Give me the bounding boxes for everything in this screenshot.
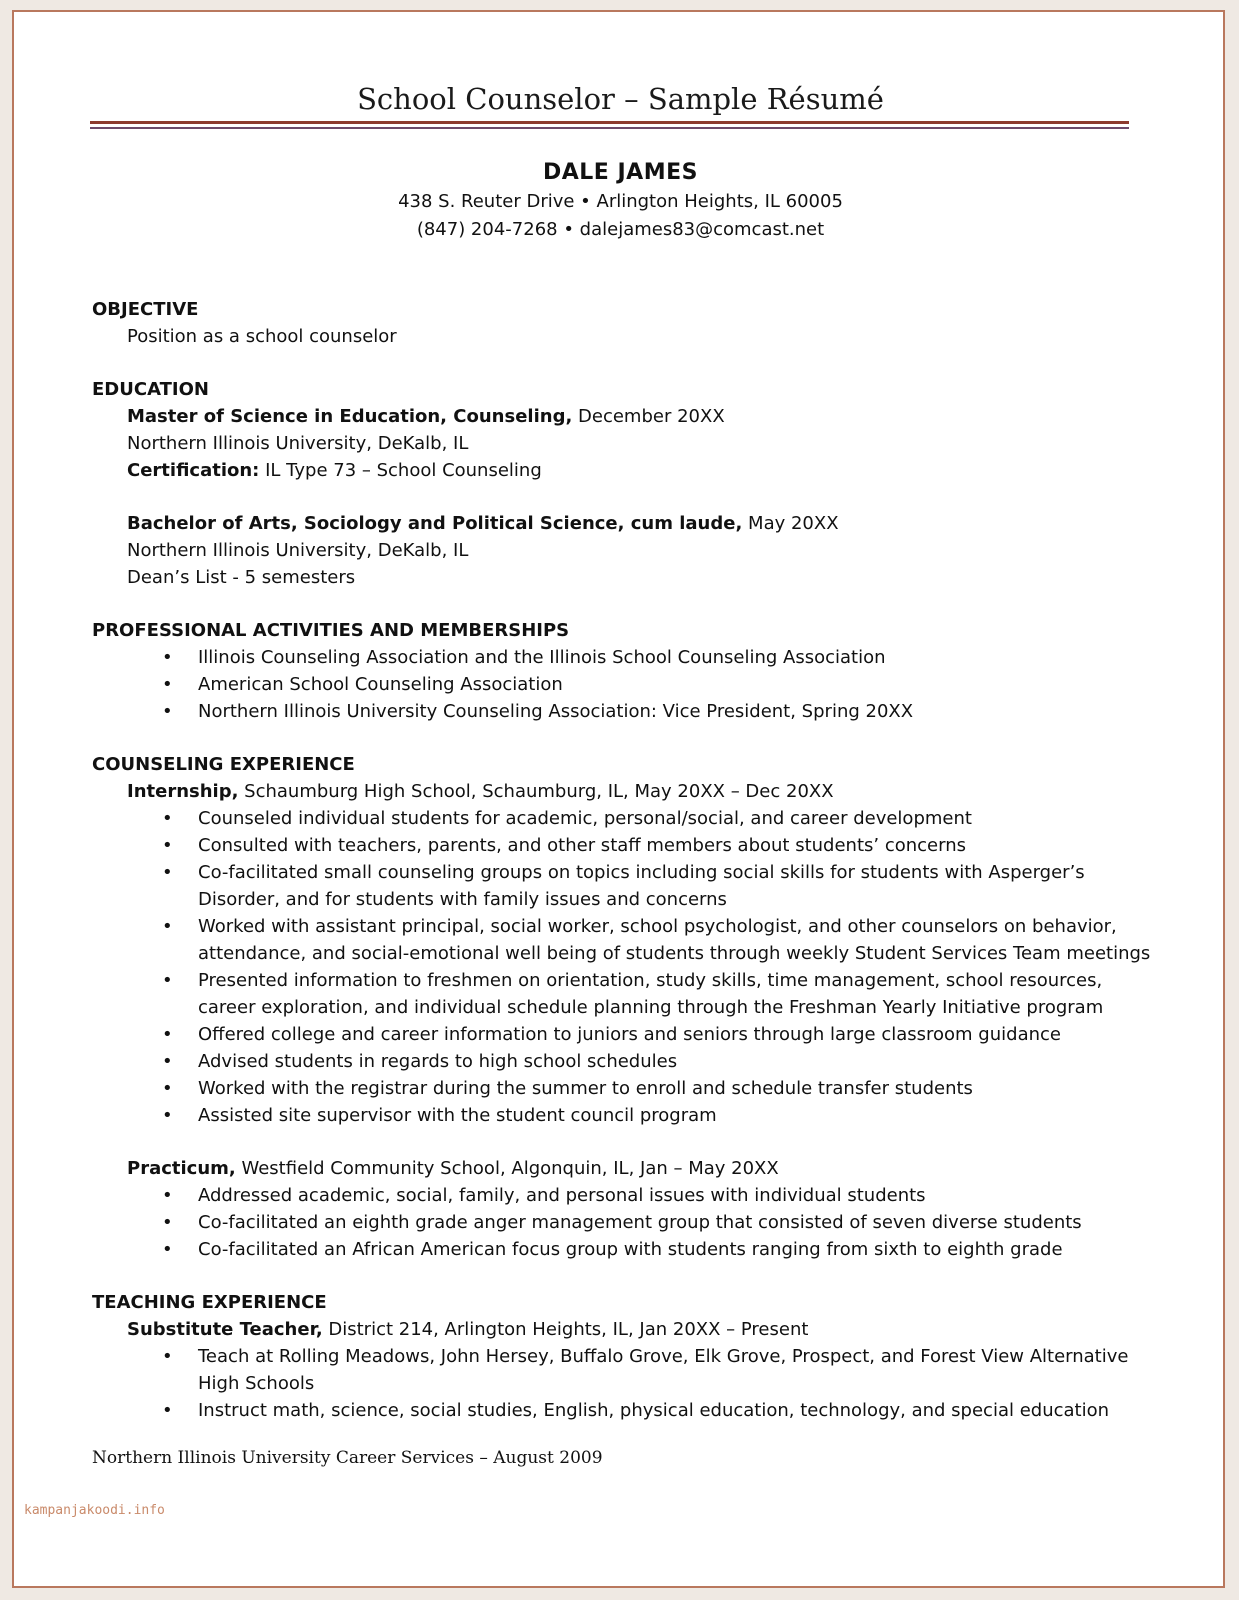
resume-body [92,296,1152,1424]
internship-list [92,805,1152,1129]
list-item: • American School Counseling Association [92,671,1152,698]
list-item: • Consulted with teachers, parents, and other staff members about students’ concerns [92,832,1152,859]
list-item: • Co-facilitated an eighth grade anger management group that consisted of seven diverse students [92,1209,1152,1236]
bullet-icon: • [162,1346,173,1367]
title-divider-bottom [90,127,1129,129]
role-details: Schaumburg High School, Schaumburg, IL, May 20XX – Dec 20XX [238,781,834,802]
education-section [92,376,1152,591]
role-details: Westfield Community School, Algonquin, IL, Jan – May 20XX [235,1158,779,1179]
role-title: Internship, [127,781,239,802]
degree-title: Master of Science in Education, Counseling, [127,406,573,427]
candidate-name: DALE JAMES [543,160,698,185]
footer-text: Northern Illinois University Career Services – August 2009 [92,1448,603,1468]
bullet-icon: • [162,970,173,991]
activities-list [92,644,1152,725]
list-item: • Assisted site supervisor with the student council program [92,1102,1152,1129]
bullet-icon: • [162,1051,173,1072]
degree-line [92,403,1152,430]
watermark: kampanjakoodi.info [24,1503,165,1518]
role-details: District 214, Arlington Heights, IL, Jan 20XX – Present [322,1319,809,1340]
degree-line [92,510,1152,537]
degree-date: December 20XX [572,406,725,427]
certification-text: IL Type 73 – School Counseling [259,460,542,481]
list-item: • Co-facilitated an African American focus group with students ranging from sixth to eighth grade [92,1236,1152,1263]
list-item: • Addressed academic, social, family, and personal issues with individual students [92,1182,1152,1209]
bullet-icon: • [162,1105,173,1126]
title-divider-top [90,121,1129,124]
objective-section [92,296,1152,350]
section-heading: PROFESSIONAL ACTIVITIES AND MEMBERSHIPS [92,620,570,641]
list-item: • Worked with the registrar during the summer to enroll and schedule transfer students [92,1075,1152,1102]
school-line: Northern Illinois University, DeKalb, IL [127,540,469,561]
list-item: • Northern Illinois University Counseling Association: Vice President, Spring 20XX [92,698,1152,725]
section-heading: EDUCATION [92,379,209,400]
contact-line: (847) 204-7268 • dalejames83@comcast.net [416,219,825,240]
bullet-icon: • [162,835,173,856]
list-item: • Offered college and career information to juniors and seniors through large classroom guidance [92,1021,1152,1048]
list-item: • Advised students in regards to high school schedules [92,1048,1152,1075]
teaching-list [92,1343,1152,1424]
internship-line [92,778,1152,805]
certification-label: Certification: [127,460,260,481]
degree-date: May 20XX [742,513,839,534]
practicum-line [92,1155,1152,1182]
section-heading: TEACHING EXPERIENCE [92,1292,327,1313]
bullet-icon: • [162,1239,173,1260]
list-item: • Co-facilitated small counseling groups on topics including social skills for students with Asperger’s Disorder, and for students with family issues and concerns [92,859,1152,913]
section-heading: OBJECTIVE [92,299,199,320]
school-line: Northern Illinois University, DeKalb, IL [127,433,469,454]
section-heading: COUNSELING EXPERIENCE [92,754,355,775]
title-divider [90,121,1129,129]
objective-text: Position as a school counselor [127,326,397,347]
bullet-icon: • [162,701,173,722]
counseling-section [92,751,1152,1263]
list-item: • Counseled individual students for academic, personal/social, and career development [92,805,1152,832]
resume-header [14,158,1227,244]
list-item: • Worked with assistant principal, social worker, school psychologist, and other counselors on behavior, attendance, and social-emotional well being of students through weekly Student Services Team meetings [92,913,1152,967]
bullet-icon: • [162,1400,173,1421]
list-item: • Illinois Counseling Association and the Illinois School Counseling Association [92,644,1152,671]
bullet-icon: • [162,1024,173,1045]
degree-title: Bachelor of Arts, Sociology and Political Science, cum laude, [127,513,743,534]
bullet-icon: • [162,808,173,829]
list-item: • Teach at Rolling Meadows, John Hersey, Buffalo Grove, Elk Grove, Prospect, and Forest View Alternative High Schools [92,1343,1152,1397]
teaching-section [92,1289,1152,1424]
bullet-icon: • [162,674,173,695]
honor-line: Dean’s List - 5 semesters [127,567,356,588]
address-line: 438 S. Reuter Drive • Arlington Heights, IL 60005 [398,191,843,212]
list-item: • Instruct math, science, social studies, English, physical education, technology, and special education [92,1397,1152,1424]
resume-page [12,10,1225,1588]
certification-line [92,457,1152,484]
teaching-role-line [92,1316,1152,1343]
list-item: • Presented information to freshmen on orientation, study skills, time management, school resources, career exploration, and individual schedule planning through the Freshman Yearly Initiative program [92,967,1152,1021]
bullet-icon: • [162,1185,173,1206]
role-title: Practicum, [127,1158,236,1179]
bullet-icon: • [162,1078,173,1099]
activities-section [92,617,1152,725]
document-title: School Counselor – Sample Résumé [357,82,884,116]
bullet-icon: • [162,916,173,937]
bullet-icon: • [162,862,173,883]
practicum-list [92,1182,1152,1263]
bullet-icon: • [162,1212,173,1233]
bullet-icon: • [162,647,173,668]
role-title: Substitute Teacher, [127,1319,323,1340]
